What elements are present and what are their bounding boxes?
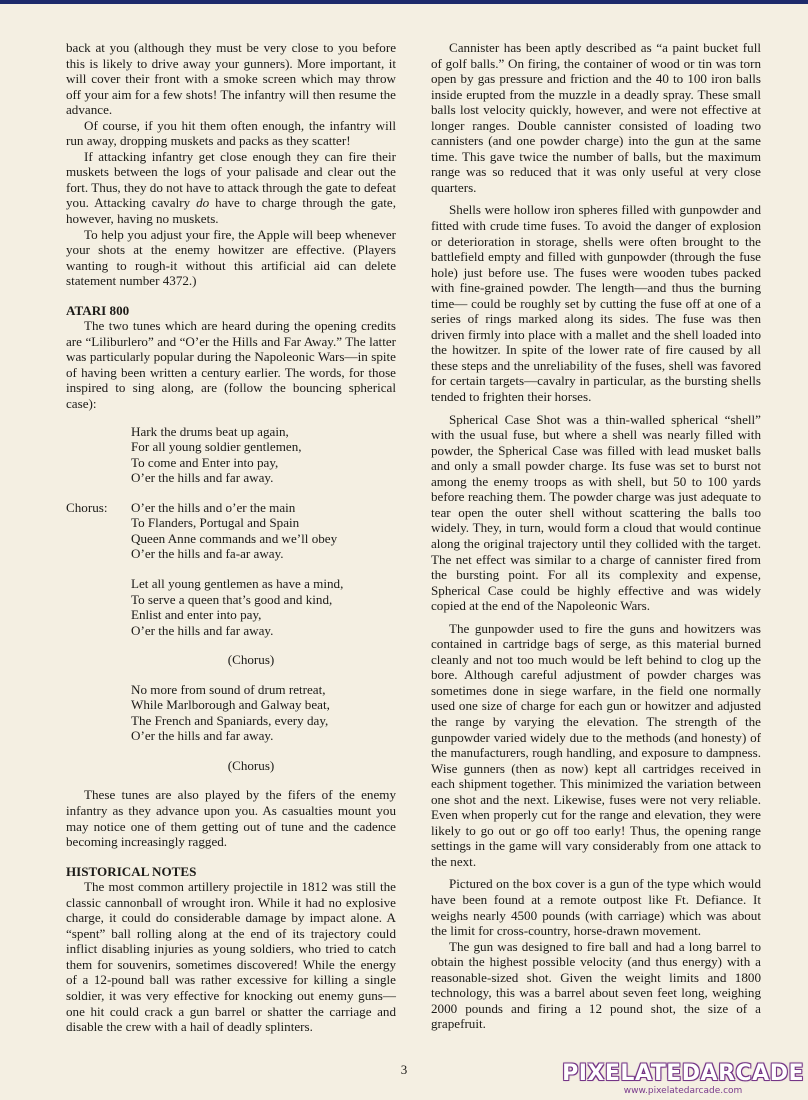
paragraph [66, 149, 396, 227]
lyric-line: Hark the drums beat up again, [131, 423, 289, 439]
paragraph: Shells were hollow iron spheres filled with gunpowder and fitted with crude time fuses. To avoid the danger of explosion or deterioration in storage, shells were often brought to the battlefield empty and filled with gunpowder (through the fuse hole) just before use. The fuses were wooden tubes packed with fine-grained powder. The length—and thus the burning time— could be roughly set by cutting the fuse off at one of a series of rings marked along its sides. The fuse was then driven firmly into place with a mallet and the shell loaded into the howitzer. In spite of the lower rate of fire caused by all these steps and the unreliability of the fuses, shell was favored for certain targets—cavalry in particular, as the bursting shells tended to frighten their horses. [431, 202, 761, 405]
lyric-line: O’er the hills and far away. [131, 622, 274, 638]
chorus-marker [66, 652, 396, 668]
lyric-line: While Marlborough and Galway beat, [131, 697, 330, 713]
paragraph: back at you (although they must be very close to you before this is likely to drive away your gunners). More important, it will cover their front with a smoke screen which may throw off your aim for a few shots! The infantry will then resume the advance. [66, 40, 396, 118]
paragraph: The most common artillery projectile in 1812 was still the classic cannonball of wrought iron. While it had no explosive charge, it could do considerable damage by impact alone. A “spent” ball rolling along at the end of its trajectory could inflict disabling injuries as young soldiers, who tried to catch them for souvenirs, sometimes discovered! While the energy of a 12-pound ball was rather excessive for killing a single soldier, it was very effective for knocking out enemy guns—one hit could crack a gun barrel or shatter the carriage and disable the crew with a hail of deadly splinters. [66, 879, 396, 1035]
lyric-line: Queen Anne commands and we’ll obey [131, 530, 338, 546]
lyric-line: The French and Spaniards, every day, [131, 712, 329, 728]
watermark-logo [562, 1062, 804, 1097]
left-column [66, 40, 396, 1035]
lyric-line: Enlist and enter into pay, [131, 607, 262, 623]
lyric-line: To Flanders, Portugal and Spain [131, 515, 300, 531]
lyric-line: To serve a queen that’s good and kind, [131, 591, 333, 607]
lyric-line: O’er the hills and far away. [131, 470, 274, 486]
lyric-line: To come and Enter into pay, [131, 454, 279, 470]
song-lyrics [66, 424, 396, 774]
lyric-line: O’er the hills and o’er the main [131, 499, 296, 515]
chorus-marker [66, 758, 396, 774]
lyric-line: No more from sound of drum retreat, [131, 681, 326, 697]
paragraph: These tunes are also played by the fifers of the enemy infantry as they advance upon you. As casualties mount you may notice one of them getting out of tune and the cadence becoming increasingly ragged. [66, 787, 396, 850]
paragraph: The gun was designed to fire ball and had a long barrel to obtain the highest possible velocity (and thus energy) with a reasonable-sized shot. Given the weight limits and 1800 technology, this was a barrel about seven feet long, weighing 2000 pounds and firing a 12 pound shot, the size of a grapefruit. [431, 938, 761, 1032]
lyric-line: For all young soldier gentlemen, [131, 439, 302, 455]
lyric-line: Let all young gentlemen as have a mind, [131, 575, 344, 591]
paragraph: The gunpowder used to fire the guns and howitzers was contained in cartridge bags of serge, as this material burned cleanly and not too much would be left behind to clog up the bore. Although careful adjustment of powder charges was sometimes done in siege warfare, in the field one normally used one size of charge for each gun or howitzer and adjusted the range by varying the elevation. The strength of the gunpowder varied widely due to the methods (and honesty) of the manufacturers, rough handling, and exposure to dampness. Wise gunners (then as now) kept all cartridges received in each shipment together. This minimized the variation between one shot and the next. Likewise, fuses were not very reliable. Even when properly cut for the range and elevation, they were likely to go out or go off too early! Thus, the opening range settings in the game will vary considerably from one attack to the next. [431, 620, 761, 869]
watermark-title: PIXELATEDARCADE [562, 1061, 804, 1086]
paragraph: Spherical Case Shot was a thin-walled spherical “shell” with the usual fuse, but where a shell was nearly filled with powder, the Spherical Case was filled with lead musket balls and only a small powder charge. Its fuse was set to burst not among the enemy troops as with shell, but 50 to 100 yards before reaching them. The powder charge was just adequate to tear open the outer shell without scattering the balls too widely. They, in turn, would form a cloud that would continue along the original trajectory until they collided with the target. The net effect was similar to a charge of cannister fired from the bursting point. For all its complexity and expense, Spherical Case could be highly effective and was widely copied at the end of the Napoleonic Wars. [431, 411, 761, 614]
chorus-stanza [66, 500, 396, 562]
page-number: 3 [400, 1062, 408, 1077]
right-column [431, 40, 761, 1032]
stanza [66, 682, 396, 744]
lyric-line: O’er the hills and far away. [131, 728, 274, 744]
chorus-mark: (Chorus) [227, 652, 275, 668]
stanza [66, 576, 396, 638]
text-run: If attacking infantry get close enough they can fire their muskets between the logs of your palisade and clear out the fort. Thus, they do not have to attack through the gate to defeat you. Attacking cavalry [66, 148, 396, 211]
section-heading-atari: ATARI 800 [66, 302, 130, 318]
chorus-label: Chorus: [66, 499, 108, 515]
paragraph: Of course, if you hit them often enough, the infantry will run away, dropping muskets and packs as they scatter! [66, 117, 396, 149]
emphasis: do [196, 195, 210, 211]
chorus-first-line [66, 500, 396, 516]
paragraph: The two tunes which are heard during the opening credits are “Liliburlero” and “O’er the Hills and Far Away.” The latter was particularly popular during the Napoleonic Wars—in spite of having been written a century earlier. The words, for those inspired to sing along, are (follow the bouncing spherical case): [66, 318, 396, 412]
paragraph: Pictured on the box cover is a gun of the type which would have been found at a remote outpost like Ft. Defiance. It weighs nearly 4500 pounds (with carriage) which was about the limit for cross-country, horse-drawn movement. [431, 876, 761, 939]
section-heading-historical-notes: HISTORICAL NOTES [66, 863, 197, 879]
paragraph: Cannister has been aptly described as “a paint bucket full of golf balls.” On firing, the container of wood or tin was torn open by gas pressure and friction and the 40 to 100 iron balls inside erupted from the muzzle in a deadly spray. These small balls lost velocity quickly, however, and were not effective at longer ranges. Double cannister consisted of loading two cannisters (and one powder charge) into the gun at the same time. This gave twice the number of balls, but the maximum range was so reduced that it was only useful at very close quarters. [431, 40, 761, 195]
text-run: have to charge through the gate, however, having no muskets. [66, 195, 396, 227]
lyric-line: O’er the hills and fa-ar away. [131, 546, 284, 562]
paragraph: To help you adjust your fire, the Apple will beep whenever your shots at the enemy howitzer are effective. (Players wanting to rough-it without this artificial aid can delete statement number 4372.) [66, 226, 396, 289]
chorus-mark: (Chorus) [227, 757, 275, 773]
watermark-url: www.pixelatedarcade.com [623, 1086, 743, 1096]
top-border [0, 0, 808, 4]
stanza [66, 424, 396, 486]
